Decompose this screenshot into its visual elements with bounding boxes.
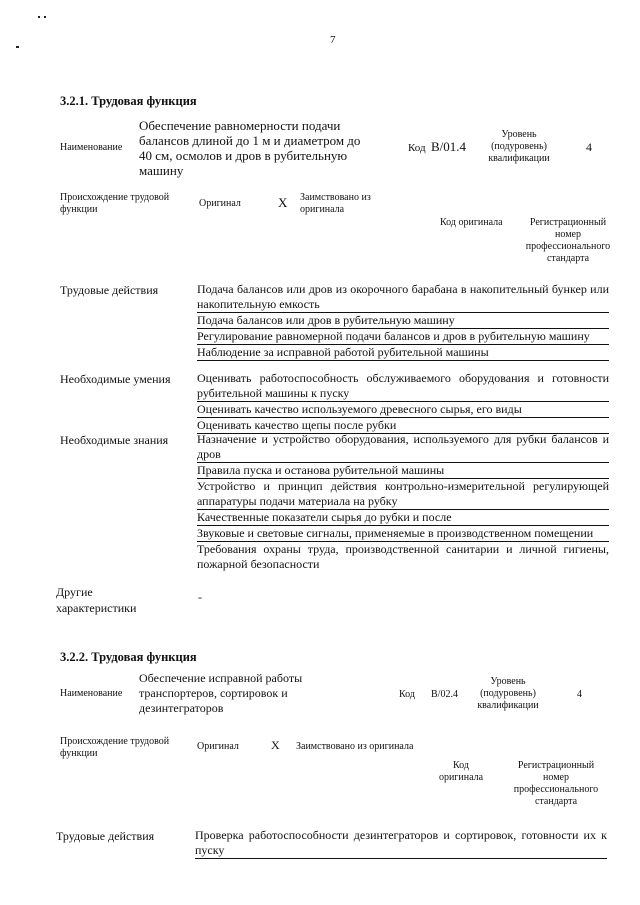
original-code-label: Код оригинала bbox=[438, 760, 484, 783]
registration-number-label: Регистрационный номер профессионального стандарта bbox=[525, 217, 611, 264]
function-name: Обеспечение исправной работы транспортеров, сортировок и дезинтеграторов bbox=[139, 671, 303, 715]
labor-actions-label: Трудовые действия bbox=[56, 829, 155, 843]
qualification-level-label: Уровень (подуровень) квалификации bbox=[488, 129, 550, 164]
other-characteristics-label: Другие характеристики bbox=[56, 585, 137, 615]
list-item: Подача балансов или дров из окорочного барабана в накопительный бункер или накопительную емкость bbox=[197, 282, 609, 311]
list-item: Проверка работоспособности дезинтеграторов и сортировок, готовности их к пуску bbox=[195, 828, 607, 857]
qualification-level-value: 4 bbox=[586, 140, 592, 154]
other-characteristics-value: - bbox=[198, 590, 202, 604]
list-item: Правила пуска и останова рубительной машины bbox=[197, 463, 609, 479]
scan-artifact bbox=[16, 46, 19, 48]
scan-artifact bbox=[44, 16, 46, 18]
section-heading: 3.2.1. Трудовая функция bbox=[60, 94, 197, 108]
list-item: Подача балансов или дров в рубительную машину bbox=[197, 313, 609, 329]
list-item: Назначение и устройство оборудования, используемого для рубки балансов и дров bbox=[197, 432, 609, 461]
original-label: Оригинал bbox=[199, 198, 241, 209]
code-value: B/02.4 bbox=[431, 689, 458, 700]
function-name: Обеспечение равномерности подачи балансов длиной до 1 м и диаметром до 40 см, осмолов и дров в рубительную машину bbox=[139, 118, 361, 178]
labor-actions-list bbox=[197, 282, 609, 361]
list-item: Звуковые и световые сигналы, применяемые в производственном помещении bbox=[197, 526, 609, 542]
registration-number-label: Регистрационный номер профессионального стандарта bbox=[513, 760, 599, 807]
name-label: Наименование bbox=[60, 142, 123, 153]
code-label: Код bbox=[408, 142, 426, 154]
knowledge-label: Необходимые знания bbox=[60, 433, 169, 447]
borrowed-label: Заимствовано из оригинала bbox=[296, 741, 414, 752]
list-item: Устройство и принцип действия контрольно-измерительной регулирующей аппаратуры подачи материала на рубку bbox=[197, 479, 609, 508]
labor-actions-list bbox=[195, 828, 607, 859]
knowledge-list bbox=[197, 432, 609, 572]
borrowed-label: Заимствовано из оригинала bbox=[300, 192, 371, 215]
original-code-label: Код оригинала bbox=[440, 217, 503, 228]
original-label: Оригинал bbox=[197, 741, 239, 752]
scan-artifact bbox=[38, 16, 40, 18]
code-label: Код bbox=[399, 689, 415, 700]
list-item: Качественные показатели сырья до рубки и после bbox=[197, 510, 609, 526]
origin-mark: X bbox=[278, 195, 288, 210]
list-item: Оценивать качество щепы после рубки bbox=[197, 418, 609, 434]
page-number: 7 bbox=[330, 34, 336, 46]
origin-mark: X bbox=[271, 738, 280, 752]
name-label: Наименование bbox=[60, 688, 123, 699]
origin-label: Происхождение трудовой функции bbox=[60, 736, 170, 759]
skills-label: Необходимые умения bbox=[60, 372, 171, 386]
qualification-level-label: Уровень (подуровень) квалификации bbox=[477, 676, 539, 711]
list-item: Оценивать работоспособность обслуживаемого оборудования и готовности рубительной машины к пуску bbox=[197, 371, 609, 400]
origin-label: Происхождение трудовой функции bbox=[60, 192, 170, 215]
section-heading: 3.2.2. Трудовая функция bbox=[60, 650, 197, 664]
qualification-level-value: 4 bbox=[577, 689, 582, 700]
skills-list bbox=[197, 371, 609, 434]
list-item: Регулирование равномерной подачи балансов и дров в рубительную машину bbox=[197, 329, 609, 345]
list-item: Требования охраны труда, производственной санитарии и личной гигиены, пожарной безопасности bbox=[197, 542, 609, 571]
list-item: Оценивать качество используемого древесного сырья, его виды bbox=[197, 402, 609, 418]
code-value: B/01.4 bbox=[431, 139, 467, 154]
labor-actions-label: Трудовые действия bbox=[60, 283, 159, 297]
list-item: Наблюдение за исправной работой рубительной машины bbox=[197, 345, 609, 361]
